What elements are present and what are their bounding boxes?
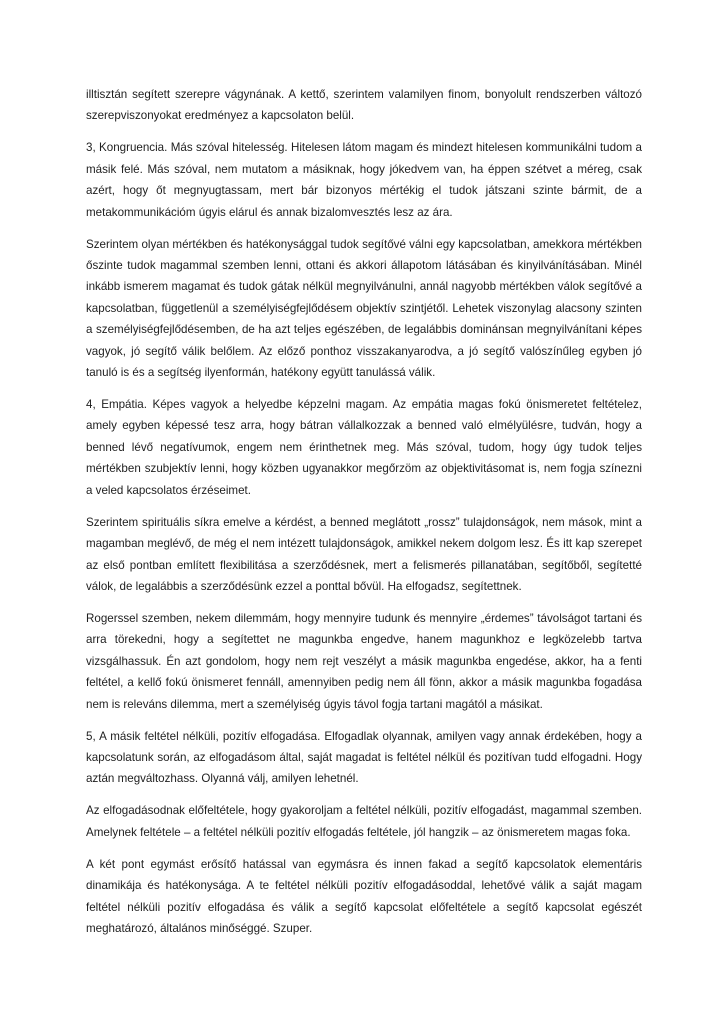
document-page — [86, 84, 642, 950]
paragraph-kongruencia: 3, Kongruencia. Más szóval hitelesség. Hitelesen látom magam és mindezt hitelesen kommunikálni tudom a másik felé. Más szóval, nem mutatom a másiknak, hogy jókedvem van, ha éppen szétvet a méreg, csak azért, hogy őt megnyugtassam, mert bár bizonyos mértékig el tudok játszani szinte bármit, de a metakommunikációm úgyis elárul és annak bizalomvesztés lesz az ára. — [86, 141, 642, 219]
paragraph-rogers-dilemma: Rogerssel szemben, nekem dilemmám, hogy mennyire tudunk és mennyire „érdemes” távolságot tartani és arra törekedni, hogy a segítettet ne magunkba engedve, hanem magunkhoz e legközelebb tartva vizsgálhassuk. Én azt gondolom, hogy nem rejt veszélyt a másik magunkba engedése, akkor, ha a fenti feltétel, a kellő fokú önismeret fennáll, amennyiben pedig nem áll fönn, akkor a másik magunkba fogadása nem is releváns dilemma, mert a személyiség úgyis távol fogja tartani magától a másikat. — [86, 611, 642, 711]
paragraph-empatia-comment: Szerintem spirituális síkra emelve a kérdést, a benned meglátott „rossz” tulajdonságok, nem mások, mint a magamban meglévő, de még el nem intézett tulajdonságok, amikkel nekem dolgom lesz. És itt kap szerepet az első pontban említett flexibilitása a szerződésnek, mert a felismerés pillanatában, segítőből, segítetté válok, de legalábbis a szerződésünk ezzel a ponttal bővül. Ha elfogadsz, segítettnek. — [86, 515, 642, 593]
paragraph-conclusion: A két pont egymást erősítő hatással van egymásra és innen fakad a segítő kapcsolatok elementáris dinamikája és hatékonysága. A te feltétel nélküli pozitív elfogadásoddal, lehetővé válik a saját magam feltétel nélküli pozitív elfogadása és válik a segítő kapcsolat előfeltétele a segítő kapcsolat egészét meghatározó, általános minőséggé. Szuper. — [86, 857, 642, 935]
paragraph-empatia: 4, Empátia. Képes vagyok a helyedbe képzelni magam. Az empátia magas fokú önismeretet feltételez, amely egyben képessé tesz arra, hogy bátran vállalkozzak a benned való elmélyülésre, tudván, hogy a benned lévő negatívumok, engem nem érinthetnek meg. Más szóval, tudom, hogy úgy tudok teljes mértékben szubjektív lenni, hogy közben ugyanakkor megőrzöm az objektivitásomat is, nem fogja színezni a veled kapcsolatos érzéseimet. — [86, 398, 642, 497]
paragraph-elfogadas-condition: Az elfogadásodnak előfeltétele, hogy gyakoroljam a feltétel nélküli, pozitív elfogadást, magammal szemben. Amelynek feltétele – a feltétel nélküli pozitív elfogadás feltétele, jól hangzik – az önismeretem magas foka. — [86, 804, 642, 839]
paragraph-intro-continuation: illtisztán segített szerepre vágynának. A kettő, szerintem valamilyen finom, bonyolult rendszerben változó szerepviszonyokat eredményez a kapcsolaton belül. — [86, 88, 642, 123]
paragraph-kongruencia-comment: Szerintem olyan mértékben és hatékonysággal tudok segítővé válni egy kapcsolatban, amekkora mértékben őszinte tudok magammal szemben lenni, ottani és akkori állapotom látásában és kinyilvánításában. Minél inkább ismerem magamat és tudok gátak nélkül megnyilvánulni, annál nagyobb mértékben válok segítővé a kapcsolatban, függetlenül a személyiségfejlődésem objektív szintjétől. Lehetek viszonylag alacsony szinten a személyiségfejlődésemben, de ha azt teljes egészében, de legalábbis dominánsan megnyilvánítani képes vagyok, jó segítő válik belőlem. Az előző ponthoz visszakanyarodva, a jó segítő valószínűleg egyben jó tanuló is és a segítség ilyenformán, hatékony együtt tanulássá válik. — [86, 237, 642, 380]
paragraph-elfogadas: 5, A másik feltétel nélküli, pozitív elfogadása. Elfogadlak olyannak, amilyen vagy annak érdekében, hogy a kapcsolatunk során, az elfogadásom által, saját magadat is feltétel nélkül és pozitívan tudd elfogadni. Hogy aztán megváltozhass. Olyanná válj, amilyen lehetnél. — [86, 729, 642, 786]
